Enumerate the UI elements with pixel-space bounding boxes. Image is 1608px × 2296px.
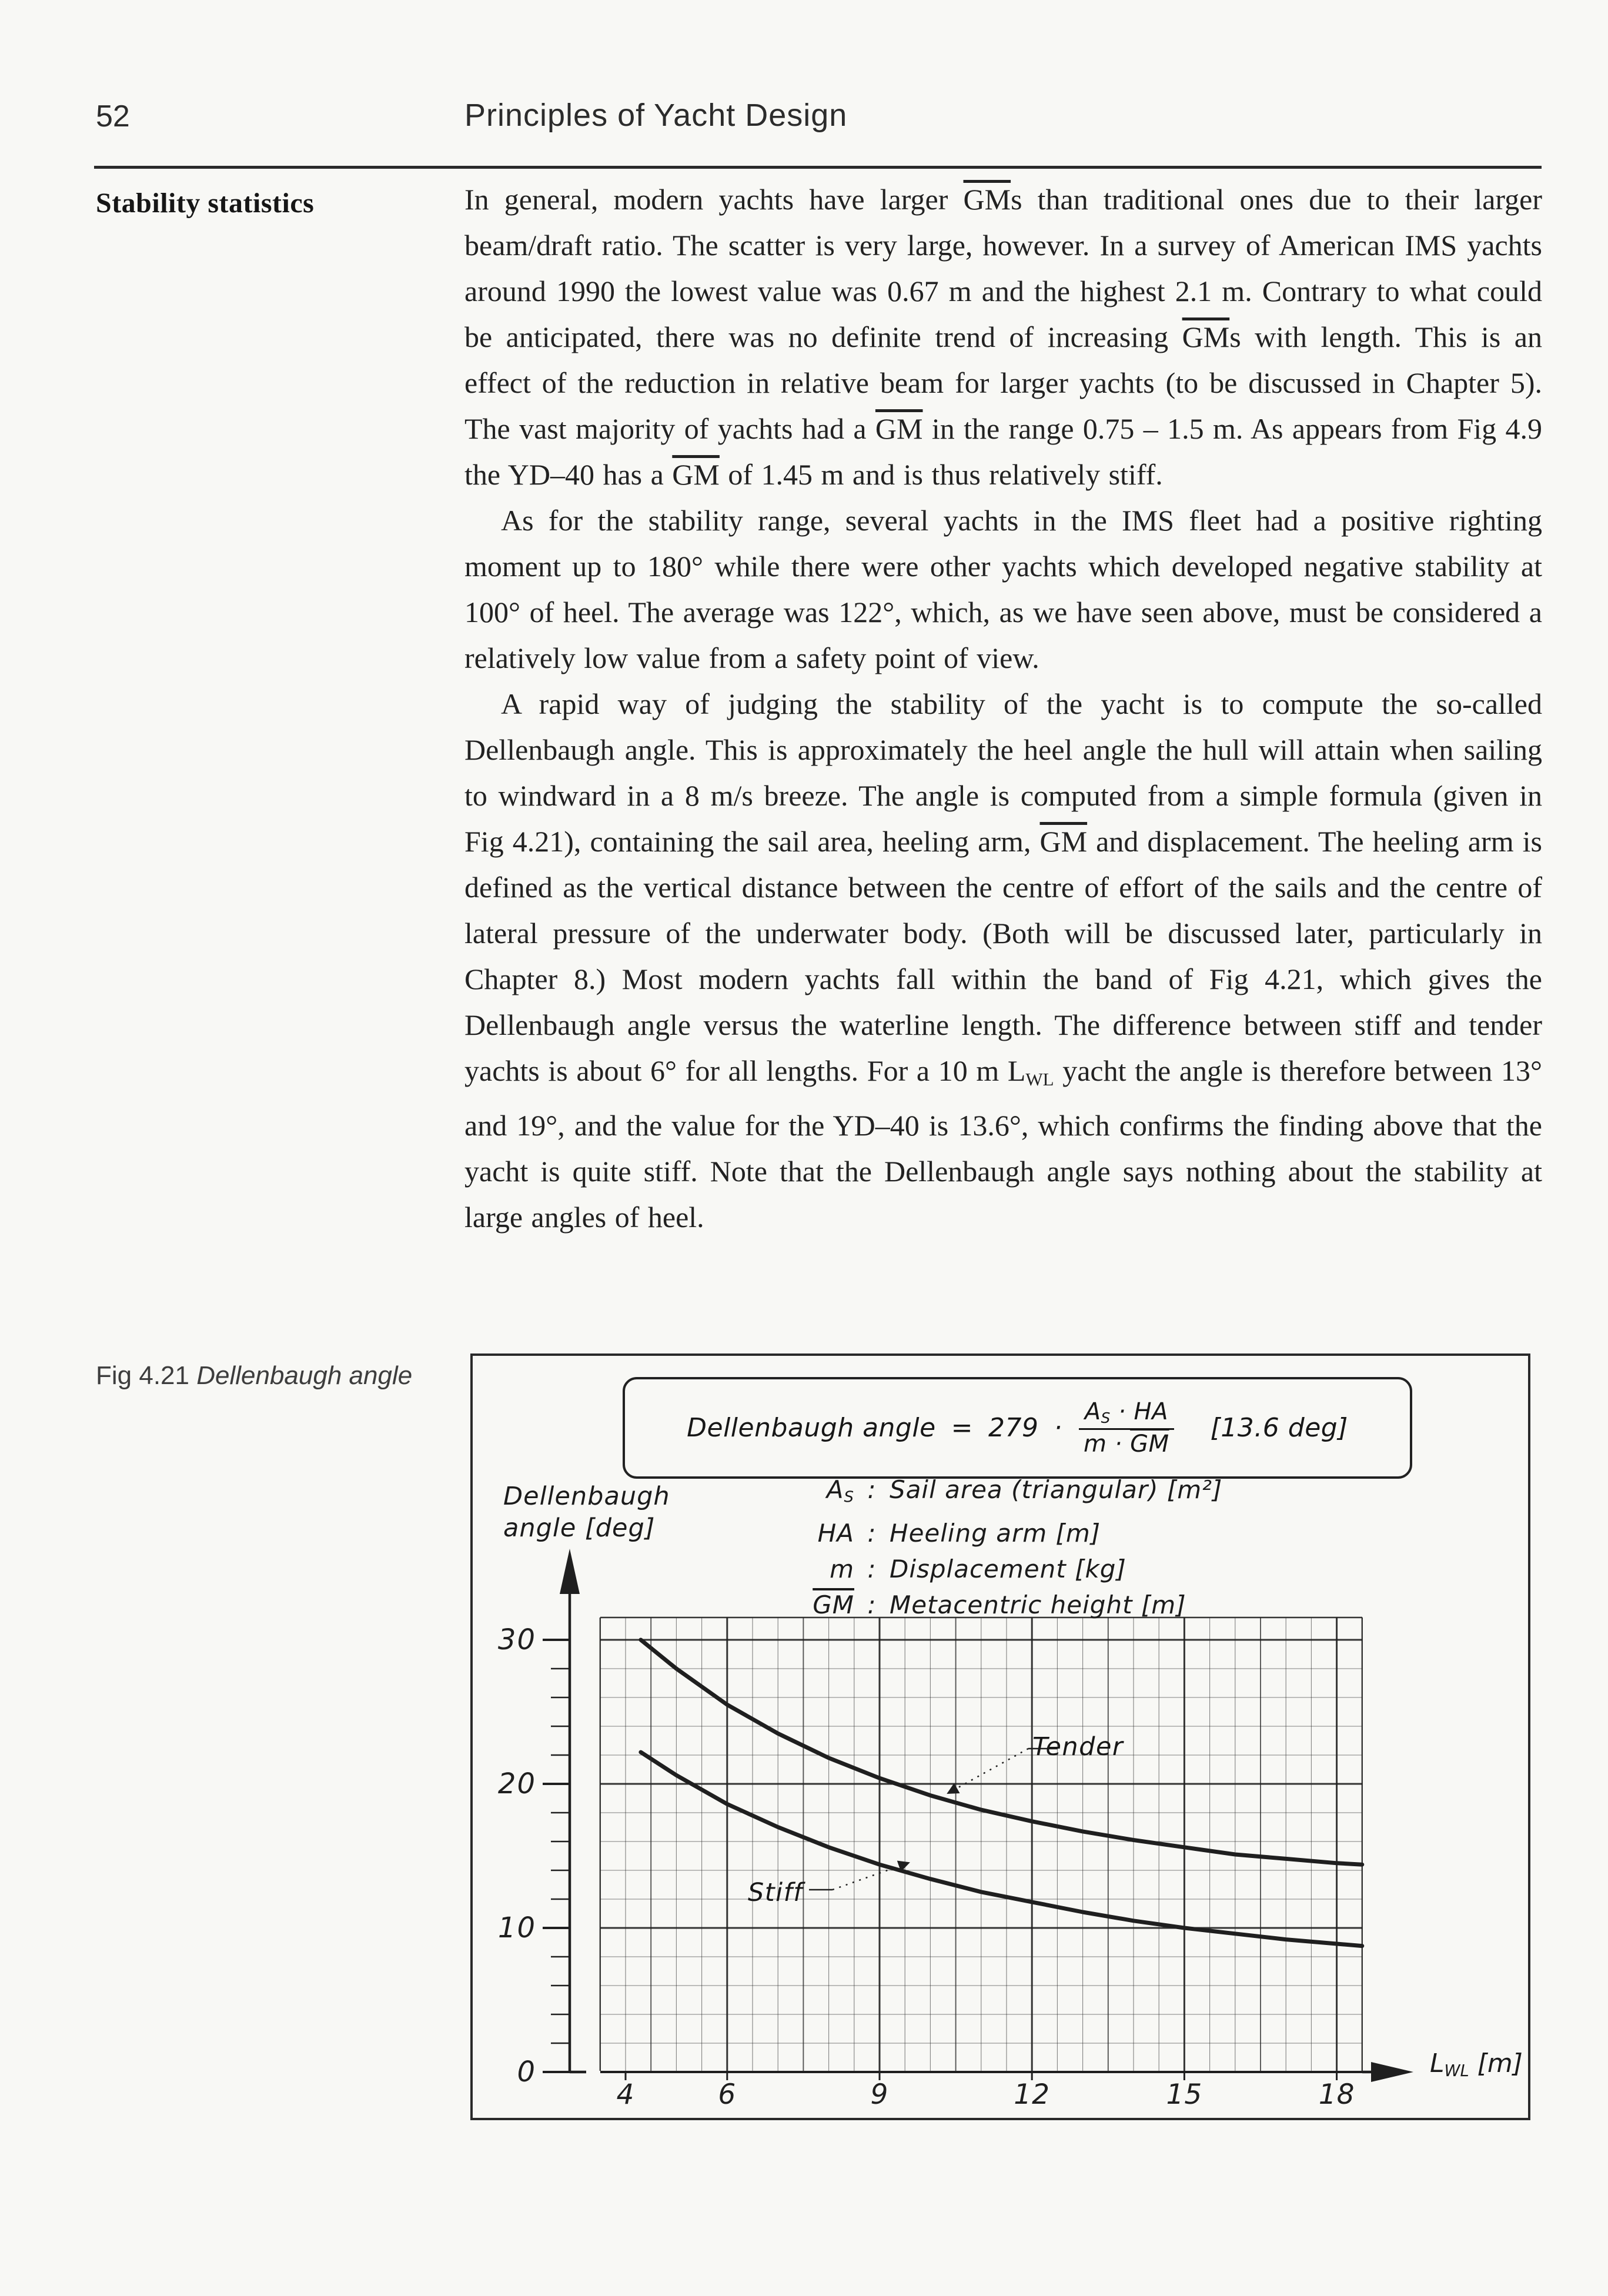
denominator-b: $\overline{GM}$ — [1130, 1431, 1169, 1458]
legend-row: HA : Heeling arm [m] — [817, 1518, 1101, 1548]
figure-caption — [96, 1359, 413, 1392]
formula-result: [13.6 deg] — [1210, 1413, 1348, 1443]
svg-text:0: 0 — [517, 2056, 536, 2088]
body-text — [464, 176, 1542, 1240]
svg-text:15: 15 — [1166, 2078, 1203, 2111]
x-axis-label-main: L — [1430, 2048, 1445, 2078]
paragraph: As for the stability range, several yachts in the IMS fleet had a positive righting moment up to 180° while there were other yachts which developed negative stability at 100° of heel. The average was 122°, which, as we have seen above, must be considered a relatively low value from a safety point of view. — [464, 504, 1542, 674]
x-axis-label-unit: [m] — [1477, 2048, 1523, 2078]
y-axis-title — [503, 1480, 670, 1544]
formula-equals: = — [951, 1413, 974, 1443]
svg-text:9: 9 — [870, 2078, 889, 2111]
paragraph: A rapid way of judging the stability of the yacht is to compute the so-called Dellenbaugh angle. This is approximately the heel angle the hull will attain when sailing to windward in a 8 m/s breeze. The angle is computed from a simple formula (given in Fig 4.21), containing the sail area, heeling arm, $\overline{GM}$ and displacement. The heeling arm is defined as the vertical distance between the centre of effort of the sails and the centre of lateral pressure of the underwater body. (Both will be discussed later, particularly in Chapter 8.) Most modern yachts fall within the band of Fig 4.21, which gives the Dellenbaugh angle versus the waterline length. The difference between stiff and tender yachts is about 6° for all lengths. For a 10 m $L_{WL}$ yacht the angle is therefore between 13° and 19°, and the value for the YD–40 is 13.6°, which confirms the finding above that the yacht is quite stiff. Note that the Dellenbaugh angle says nothing about the stability at large angles of heel. — [464, 687, 1542, 1234]
header-divider — [94, 166, 1542, 169]
denominator-times: · — [1114, 1431, 1122, 1458]
svg-text:30: 30 — [497, 1623, 536, 1656]
section-heading: Stability statistics — [96, 188, 315, 219]
page-title: Principles of Yacht Design — [464, 98, 848, 133]
tender-curve — [641, 1640, 1362, 1864]
figure-caption-prefix: Fig 4.21 — [96, 1361, 189, 1390]
legend-row: $A_S$ : Sail area (triangular) [m²] — [826, 1475, 1223, 1506]
stiff-curve-label: Stiff — [748, 1878, 803, 1907]
formula-box — [623, 1377, 1412, 1479]
tender-curve-label: Tender — [1032, 1732, 1124, 1762]
legend-row: m : Displacement [kg] — [830, 1554, 1126, 1583]
numerator-times: · — [1118, 1398, 1126, 1425]
x-axis-title — [1430, 2048, 1523, 2080]
figure-caption-title: Dellenbaugh angle — [196, 1361, 413, 1390]
svg-text:20: 20 — [497, 1767, 536, 1800]
svg-text:18: 18 — [1318, 2078, 1355, 2111]
formula-lhs: Dellenbaugh angle — [687, 1413, 936, 1443]
formula-coefficient: 279 — [988, 1413, 1039, 1443]
numerator-a: A — [1084, 1398, 1101, 1425]
figure-panel — [470, 1353, 1530, 2120]
svg-text:4: 4 — [616, 2078, 635, 2111]
y-axis-title-line1: Dellenbaugh — [503, 1482, 670, 1511]
svg-text:10: 10 — [497, 1911, 536, 1944]
numerator-a-sub: S — [1101, 1409, 1111, 1427]
legend-row: $\overline{GM}$ : Metacentric height [m] — [813, 1590, 1186, 1619]
page-number: 52 — [96, 99, 130, 133]
svg-text:12: 12 — [1014, 2078, 1051, 2111]
svg-text:6: 6 — [718, 2078, 737, 2111]
denominator-a: m — [1084, 1431, 1107, 1458]
x-axis-label-sub: WL — [1444, 2061, 1469, 2080]
paragraph: In general, modern yachts have larger $\overline{GM}s$ than traditional ones due to their larger beam/draft ratio. The scatter is very large, however. In a survey of American IMS yachts around 1990 the lowest value was 0.67 m and the highest 2.1 m. Contrary to what could be anticipated, there was no definite trend of increasing $\overline{GM}s$ with length. This is an effect of the reduction in relative beam for larger yachts (to be discussed in Chapter 5). The vast majority of yachts had a $\overline{GM}$ in the range 0.75 – 1.5 m. As appears from Fig 4.9 the YD–40 has a $\overline{GM}$ of 1.45 m and is thus relatively stiff. — [464, 183, 1542, 491]
numerator-b: HA — [1134, 1398, 1168, 1425]
stiff-curve — [641, 1752, 1362, 1946]
figure-legend — [793, 1476, 1222, 1627]
formula-fraction — [1078, 1399, 1175, 1456]
y-axis-title-line2: angle [deg] — [503, 1513, 656, 1543]
formula-times: · — [1054, 1413, 1062, 1443]
